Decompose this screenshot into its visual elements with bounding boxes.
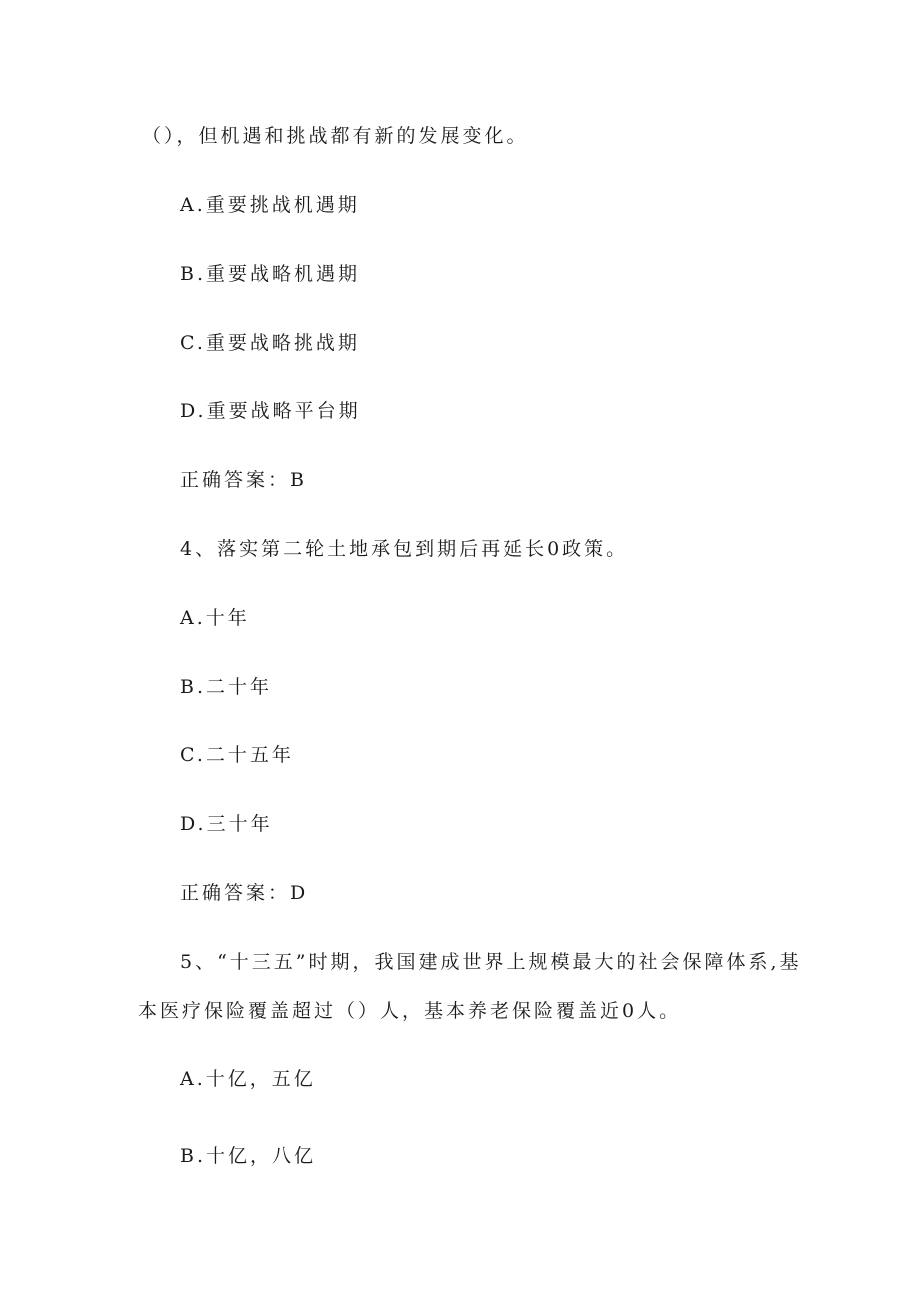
question-5-option-a: A.十亿，五亿 bbox=[180, 1068, 316, 1090]
question-4-option-d: D.三十年 bbox=[180, 813, 273, 835]
question-3-stem-tail: （），但机遇和挑战都有新的发展变化。 bbox=[142, 125, 529, 147]
question-4-answer: 正确答案：D bbox=[180, 882, 309, 904]
question-4-option-a: A.十年 bbox=[180, 607, 250, 629]
question-4-stem: 4、落实第二轮土地承包到期后再延长0政策。 bbox=[180, 538, 629, 560]
question-5-stem-line-1: 5、“十三五”时期，我国建成世界上规模最大的社会保障体系,基 bbox=[180, 951, 802, 973]
question-5-stem-line-2: 本医疗保险覆盖超过（）人，基本养老保险覆盖近0人。 bbox=[138, 1000, 682, 1022]
question-4-option-b: B.二十年 bbox=[180, 676, 273, 698]
question-3-option-d: D.重要战略平台期 bbox=[180, 400, 361, 422]
question-3-answer: 正确答案：B bbox=[180, 469, 307, 491]
question-3-option-a: A.重要挑战机遇期 bbox=[180, 194, 360, 216]
question-3-option-b: B.重要战略机遇期 bbox=[180, 263, 361, 285]
question-4-option-c: C.二十五年 bbox=[180, 744, 294, 766]
question-5-option-b: B.十亿，八亿 bbox=[180, 1145, 317, 1167]
question-3-option-c: C.重要战略挑战期 bbox=[180, 332, 360, 354]
